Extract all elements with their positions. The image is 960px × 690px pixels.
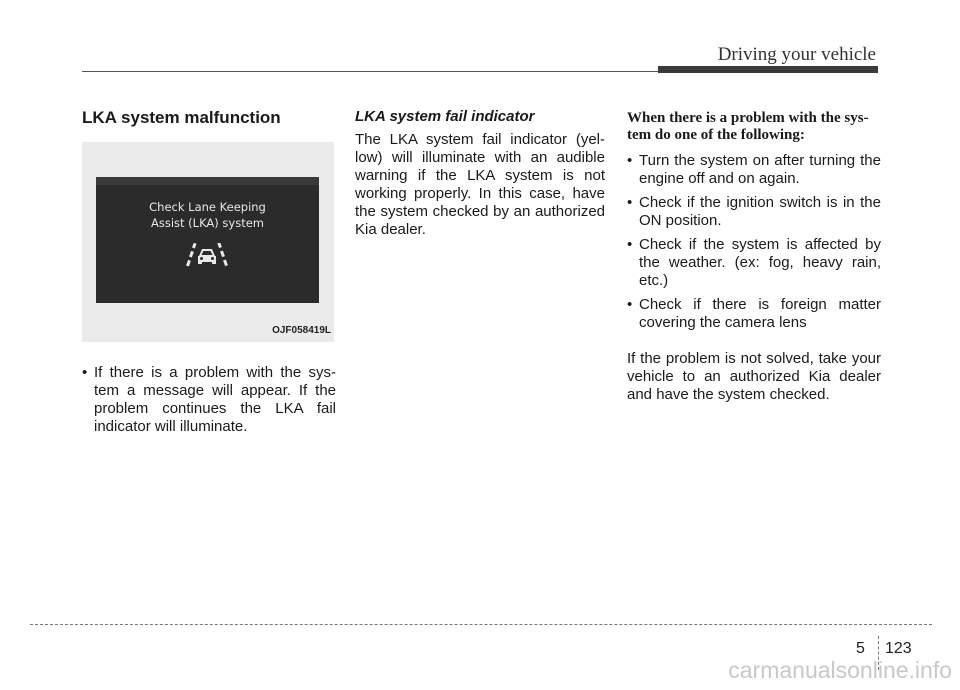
subsection-heading: LKA system fail indicator bbox=[355, 108, 535, 125]
bullet-list bbox=[627, 152, 881, 332]
list-item bbox=[82, 364, 336, 436]
list-item bbox=[627, 194, 881, 230]
body-paragraph: The LKA system fail indicator (yel-low) will illuminate with an audible warning if the LKA system is not working properly. In this case, have the system checked by an authorized Kia dealer. bbox=[355, 131, 605, 238]
list-item-text: Turn the system on after turning the engine off and on again. bbox=[639, 152, 881, 187]
bullet-icon: • bbox=[82, 364, 88, 381]
list-item-text: Check if the system is affected by the weather. (ex: fog, heavy rain, etc.) bbox=[639, 236, 881, 289]
watermark: carmanualsonline.info bbox=[728, 657, 952, 683]
list-item-text: Check if there is foreign matter covering the camera lens bbox=[639, 296, 881, 331]
cluster-display-figure bbox=[82, 142, 334, 342]
screen-top-band bbox=[96, 177, 319, 185]
bullet-icon: • bbox=[627, 236, 633, 253]
screen-message-line1: Check Lane Keeping bbox=[149, 200, 266, 214]
column-1 bbox=[82, 108, 336, 442]
lka-warning-icon bbox=[183, 243, 231, 269]
chapter-number: 5 bbox=[856, 640, 865, 657]
list-item bbox=[627, 236, 881, 290]
list-item-text: Check if the ignition switch is in the ON position. bbox=[639, 194, 881, 229]
bullet-icon: • bbox=[627, 296, 633, 313]
figure-code: OJF058419L bbox=[272, 325, 331, 336]
list-item bbox=[627, 152, 881, 188]
lead-paragraph: When there is a problem with the sys-tem do one of the following: bbox=[627, 110, 869, 143]
list-item-text: If there is a problem with the sys-tem a message will appear. If the problem continues the LKA fail indicator will illuminate. bbox=[94, 364, 336, 435]
closing-paragraph: If the problem is not solved, take your vehicle to an authorized Kia dealer and have the system checked. bbox=[627, 350, 881, 403]
header-rule-thin bbox=[82, 71, 660, 72]
header-title: Driving your vehicle bbox=[717, 44, 876, 65]
screen-message-line2: Assist (LKA) system bbox=[150, 216, 265, 230]
column-2 bbox=[355, 108, 605, 239]
bullet-list bbox=[82, 364, 336, 436]
page-number: 123 bbox=[885, 640, 912, 657]
header-rule-thick bbox=[658, 66, 878, 73]
cluster-screen bbox=[96, 177, 319, 303]
screen-message bbox=[96, 199, 319, 231]
bullet-icon: • bbox=[627, 152, 633, 169]
footer-rule bbox=[30, 624, 932, 625]
list-item bbox=[627, 296, 881, 332]
bullet-icon: • bbox=[627, 194, 633, 211]
section-heading: LKA system malfunction bbox=[82, 108, 281, 127]
column-3 bbox=[627, 110, 881, 404]
